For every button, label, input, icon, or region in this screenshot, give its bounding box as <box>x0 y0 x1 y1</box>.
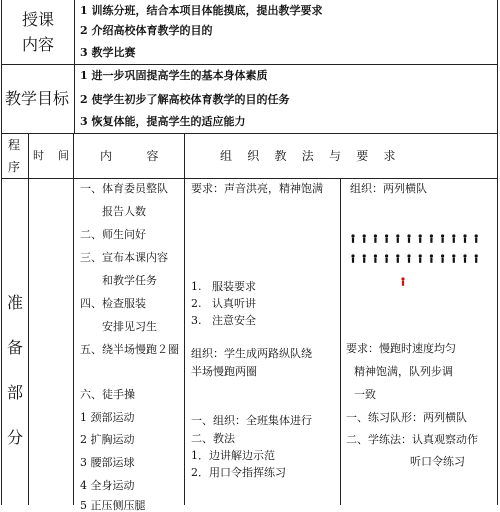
method-item-2: 1. 服装要求 <box>191 280 256 293</box>
student-figure <box>430 254 433 262</box>
header-time: 时 间 <box>33 149 69 162</box>
org-item-6: 二、学练法：认真观察动作 <box>346 433 478 446</box>
section-char-4: 分 <box>7 428 24 447</box>
topic-item-3: 3 教学比赛 <box>80 46 136 59</box>
formation-diagram <box>348 228 488 288</box>
table-border-right <box>497 0 498 505</box>
student-figure <box>452 234 455 242</box>
row-divider-1 <box>1 64 498 65</box>
header-content: 内 容 <box>100 149 159 163</box>
topic-item-1: 1 训练分班，结合本项目体能摸底，提出教学要求 <box>80 4 323 17</box>
content-item-1: 一、体育委员整队 <box>80 182 168 195</box>
method-item-5b: 半场慢跑两圈 <box>191 365 257 378</box>
student-figure <box>396 254 399 262</box>
content-item-6: 六、徒手操 <box>80 388 135 401</box>
teacher-figure <box>401 277 404 285</box>
method-item-9: 2．用口令指挥练习 <box>191 466 286 479</box>
topic-item-2: 2 介绍高校体育教学的目的 <box>80 24 213 37</box>
org-item-4: 一致 <box>354 388 376 401</box>
goals-item-3: 3 恢复体能，提高学生的适应能力 <box>80 115 246 128</box>
org-item-3: 精神饱满，队列步调 <box>354 365 453 378</box>
section-char-1: 准 <box>7 293 24 312</box>
student-figure <box>385 234 388 242</box>
content-item-6e: 5 正压侧压腿 <box>80 499 146 512</box>
order-column-divider <box>28 133 29 505</box>
org-item-7: 听口令练习 <box>410 455 465 468</box>
goals-label: 教学目标 <box>5 89 70 108</box>
student-figure <box>441 254 444 262</box>
header-method: 组 织 教 法 与 要 求 <box>220 149 396 163</box>
student-figure <box>430 234 433 242</box>
content-item-1b: 报告人数 <box>102 205 146 218</box>
student-figure <box>385 254 388 262</box>
student-figure <box>452 254 455 262</box>
topic-label-line1: 授课 <box>22 10 55 29</box>
student-figure <box>351 254 354 262</box>
content-item-5: 五、绕半场慢跑２圈 <box>80 343 179 356</box>
student-figure <box>407 234 410 242</box>
content-item-4: 四、检查服装 <box>80 297 146 310</box>
row-divider-2 <box>1 133 498 134</box>
student-figure <box>441 234 444 242</box>
method-item-3: 2. 认真听讲 <box>191 297 256 310</box>
row-divider-3 <box>1 178 498 179</box>
header-order-line2: 序 <box>8 160 21 174</box>
method-item-5: 组织：学生成两路纵队绕 <box>191 347 312 360</box>
student-figure <box>475 254 478 262</box>
header-order-line1: 程 <box>8 138 21 152</box>
org-item-1: 组织：两列横队 <box>350 182 427 195</box>
content-item-3: 三、宣布本课内容 <box>80 251 168 264</box>
method-item-4: 3. 注意安全 <box>191 314 256 327</box>
method-item-8: 1．边讲解边示范 <box>191 449 275 462</box>
table-border-left <box>1 0 2 505</box>
student-figure <box>419 234 422 242</box>
content-item-3b: 和教学任务 <box>102 274 157 287</box>
method-item-6: 一、组织：全班集体进行 <box>191 414 312 427</box>
org-item-5: 一、练习队形：两列横队 <box>346 411 467 424</box>
method-item-1: 要求：声音洪亮，精神饱满 <box>191 182 323 195</box>
student-figure <box>363 254 366 262</box>
goals-item-1: 1 进一步巩固提高学生的基本身体素质 <box>80 69 268 82</box>
student-figure <box>475 234 478 242</box>
method-column-divider <box>340 178 341 505</box>
student-figure <box>407 254 410 262</box>
student-figure <box>419 254 422 262</box>
section-char-3: 部 <box>7 383 24 402</box>
content-item-2: 二、师生问好 <box>80 228 146 241</box>
topic-label-line2: 内容 <box>22 35 55 54</box>
student-figure <box>463 234 466 242</box>
student-figure <box>374 254 377 262</box>
label-column-divider <box>74 0 75 133</box>
content-item-6b: 2 扩胸运动 <box>80 433 135 446</box>
student-figure <box>396 234 399 242</box>
student-figure <box>463 254 466 262</box>
org-item-2: 要求：慢跑时速度均匀 <box>346 342 456 355</box>
time-column-divider <box>73 133 74 505</box>
content-item-6d: 4 全身运动 <box>80 479 135 492</box>
student-figure <box>363 234 366 242</box>
student-figure <box>374 234 377 242</box>
content-column-divider <box>184 133 185 505</box>
student-figure <box>351 234 354 242</box>
goals-item-2: 2 使学生初步了解高校体育教学的目的任务 <box>80 93 290 106</box>
content-item-6a: 1 颈部运动 <box>80 411 135 424</box>
content-item-6c: 3 腰部运球 <box>80 456 135 469</box>
content-item-4b: 安排见习生 <box>102 320 157 333</box>
method-item-7: 二、教法 <box>191 432 235 445</box>
section-char-2: 备 <box>7 338 24 357</box>
